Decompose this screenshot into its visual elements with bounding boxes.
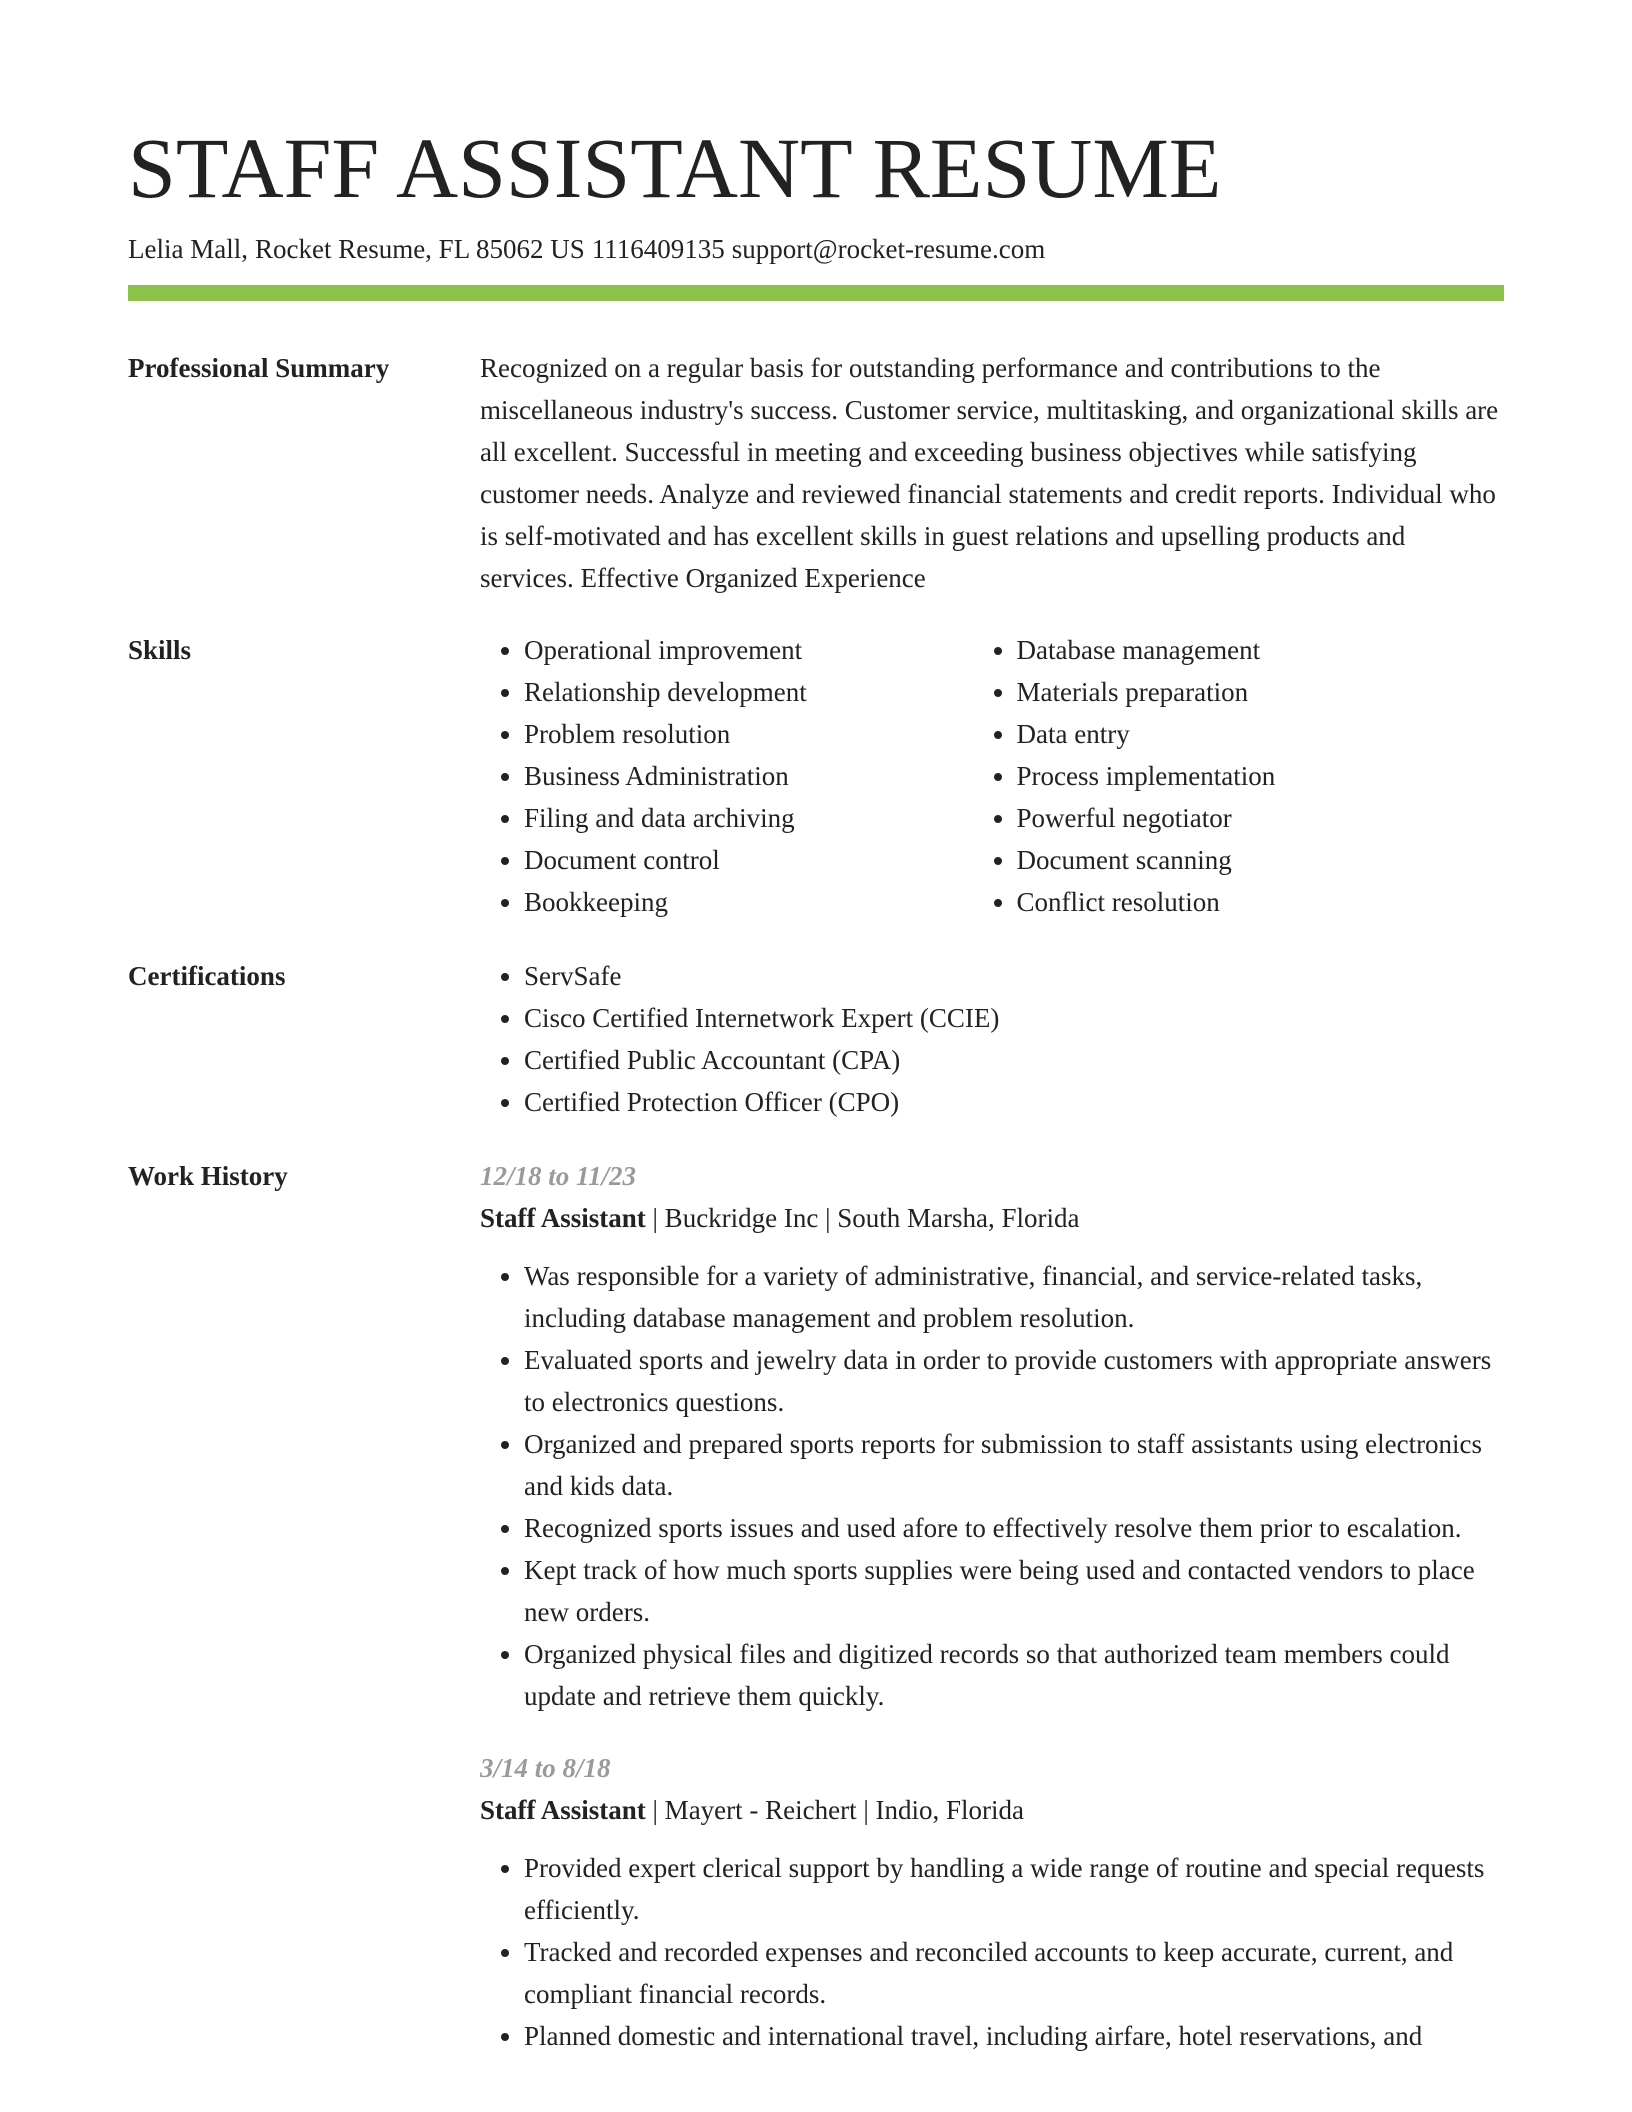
skill-item: • Bookkeeping	[524, 881, 973, 923]
skill-item: • Document control	[524, 839, 973, 881]
summary-text: Recognized on a regular basis for outstanding performance and contributions to the miscellaneous industry's success. Customer service, multitasking, and organizational skills are all excellent. Successful in meeting and exceeding business objectives while satisfying customer needs. Analyze and reviewed financial statements and credit reports. Individual who is self-motivated and has excellent skills in guest relations and upselling products and services. Effective Organized Experience	[480, 353, 1499, 593]
contact-email: support@rocket-resume.com	[731, 234, 1046, 264]
skill-item: • Conflict resolution	[1017, 881, 1505, 923]
job-company-location: | Mayert - Reichert | Indio, Florida	[645, 1795, 1024, 1825]
summary-body	[480, 347, 1504, 599]
skill-item: • Operational improvement	[524, 629, 973, 671]
job-company-location: | Buckridge Inc | South Marsha, Florida	[645, 1203, 1080, 1233]
job-bullet: • Provided expert clerical support by handling a wide range of routine and special requests efficiently.	[524, 1847, 1504, 1931]
contact-line	[128, 229, 1045, 269]
certification-item: • Cisco Certified Internetwork Expert (CCIE)	[524, 997, 1504, 1039]
job-heading	[480, 1789, 1504, 1831]
job-title: Staff Assistant	[480, 1795, 646, 1825]
skills-list-right	[973, 629, 1505, 923]
resume-title: STAFF ASSISTANT RESUME	[128, 120, 1222, 216]
certification-item: • Certified Public Accountant (CPA)	[524, 1039, 1504, 1081]
certifications-label: Certifications	[128, 961, 286, 991]
skills-label: Skills	[128, 635, 192, 665]
work-history-body	[480, 1155, 1504, 2057]
certification-item: • ServSafe	[524, 955, 1504, 997]
job-dates: 12/18 to 11/23	[480, 1161, 637, 1191]
skills-body	[480, 629, 1504, 923]
header-divider	[128, 285, 1504, 301]
job-bullet: • Evaluated sports and jewelry data in order to provide customers with appropriate answers to electronics questions.	[524, 1339, 1504, 1423]
job-title: Staff Assistant	[480, 1203, 646, 1233]
job-bullet: • Kept track of how much sports supplies were being used and contacted vendors to place new orders.	[524, 1549, 1504, 1633]
certification-item: • Certified Protection Officer (CPO)	[524, 1081, 1504, 1123]
skill-item: • Filing and data archiving	[524, 797, 973, 839]
skill-item: • Business Administration	[524, 755, 973, 797]
skill-item: • Powerful negotiator	[1017, 797, 1505, 839]
work-history-label: Work History	[128, 1161, 288, 1191]
job-entry	[480, 1155, 1504, 1717]
skill-item: • Data entry	[1017, 713, 1505, 755]
skill-item: • Problem resolution	[524, 713, 973, 755]
job-bullet: • Tracked and recorded expenses and reconciled accounts to keep accurate, current, and compliant financial records.	[524, 1931, 1504, 2015]
skill-item: • Process implementation	[1017, 755, 1505, 797]
skill-item: • Document scanning	[1017, 839, 1505, 881]
job-bullet: • Organized and prepared sports reports for submission to staff assistants using electronics and kids data.	[524, 1423, 1504, 1507]
certifications-list	[480, 955, 1504, 1123]
job-bullet: • Recognized sports issues and used afore to effectively resolve them prior to escalation.	[524, 1507, 1504, 1549]
job-dates: 3/14 to 8/18	[480, 1753, 611, 1783]
skill-item: • Relationship development	[524, 671, 973, 713]
skills-list-left	[480, 629, 973, 923]
job-bullets	[480, 1847, 1504, 2057]
job-bullet: • Planned domestic and international travel, including airfare, hotel reservations, and	[524, 2015, 1504, 2057]
job-bullets	[480, 1255, 1504, 1717]
contact-phone: 1116409135	[591, 234, 725, 264]
job-entry	[480, 1747, 1504, 2057]
contact-name: Lelia Mall,	[128, 234, 248, 264]
skill-item: • Database management	[1017, 629, 1505, 671]
job-bullet: • Was responsible for a variety of administrative, financial, and service-related tasks, including database management and problem resolution.	[524, 1255, 1504, 1339]
certifications-body	[480, 955, 1504, 1123]
contact-address: Rocket Resume, FL 85062 US	[254, 234, 585, 264]
skill-item: • Materials preparation	[1017, 671, 1505, 713]
job-heading	[480, 1197, 1504, 1239]
job-bullet: • Organized physical files and digitized records so that authorized team members could update and retrieve them quickly.	[524, 1633, 1504, 1717]
summary-label: Professional Summary	[128, 353, 390, 383]
